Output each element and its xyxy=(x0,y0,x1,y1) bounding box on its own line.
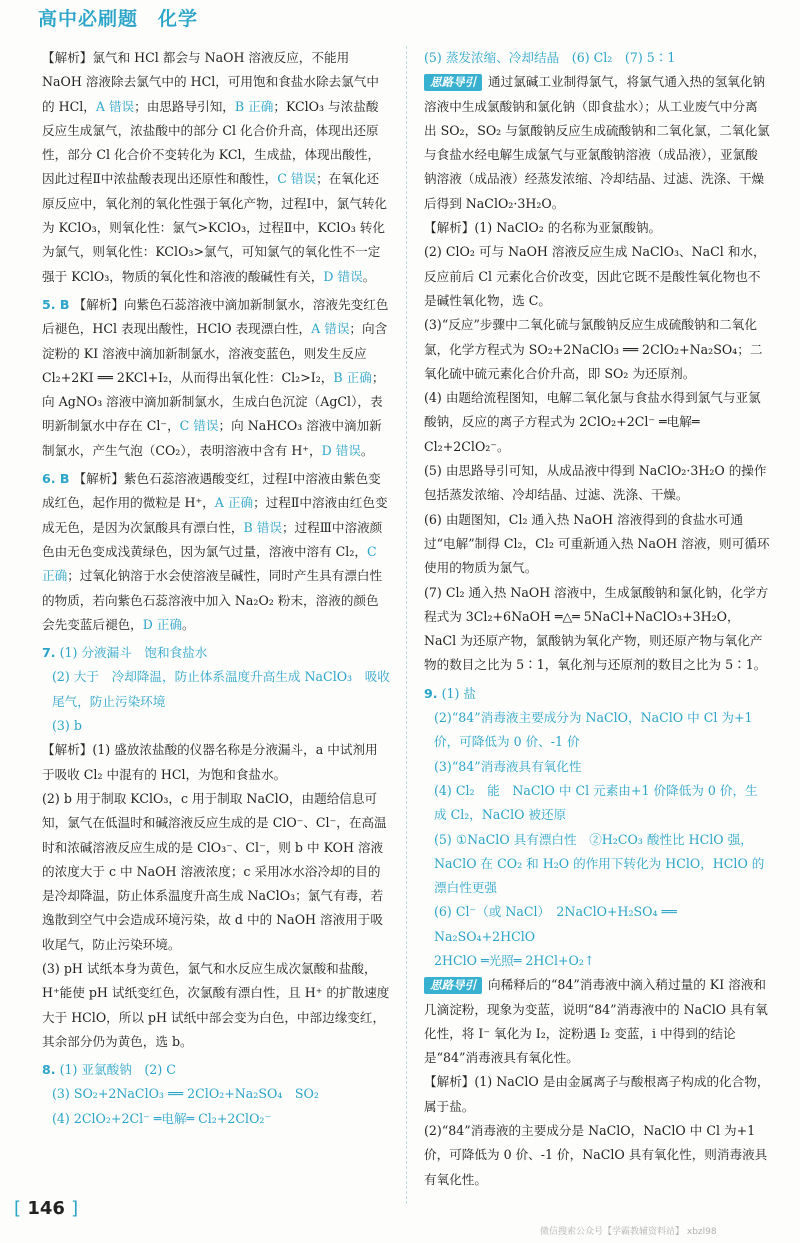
column-divider xyxy=(406,46,407,1204)
page-header: 高中必刷题 化学 xyxy=(38,8,199,30)
q7-analysis-2: (2) b 用于制取 KClO₃，c 用于制取 NaClO，由题给信息可知，氯气在低温时和碱溶液反应生成的是 ClO⁻、Cl⁻，在高温时和浓碱溶液反应生成的是 ClO₃⁻、Cl⁻，则 b 中 KOH 溶液的浓度大于 c 中 NaOH 溶液浓度；c 采用冰水浴冷却的目的是冷却降温，防止体系温度升高生成 NaClO₃；氯气有毒，若逸散到空气中会造成环境污染，故 d 中的 NaOH 溶液用于吸收尾气，防止污染环境。 xyxy=(42,790,387,952)
q5-analysis: 5. B 【解析】向紫色石蕊溶液中滴加新制氯水，溶液先变红色后褪色，HCl 表现出酸性，HClO 表现漂白性，A 错误；向含淀粉的 KI 溶液中滴加新制氯水，溶液变蓝色，则发生反应 Cl₂+2KI ══ 2KCl+I₂，从而得出氧化性：Cl₂>I₂，B 正确；向 AgNO₃ 溶液中滴加新制氯水，生成白色沉淀（AgCl），表明新制氯水中存在 Cl⁻，C 错误；向 NaHCO₃ 溶液中滴加新制氯水，产生气泡（CO₂），表明溶液中含有 H⁺，D 错误。 xyxy=(42,296,389,458)
right-column xyxy=(424,46,770,1192)
q8-analysis-4: (4) 由题给流程图知，电解二氧化氯与食盐水得到氯气与亚氯酸钠，反应的离子方程式为 2ClO₂+2Cl⁻ ═电解═ Cl₂+2ClO₂⁻。 xyxy=(424,390,761,454)
q9-answer-1: 9. (1) 盐 xyxy=(424,685,477,701)
thinking-guide-badge: 思路导引 xyxy=(424,74,482,91)
q8-answer-1: 8. (1) 亚氯酸钠 (2) C xyxy=(42,1062,176,1078)
q7-answer-1: 7. (1) 分液漏斗 饱和食盐水 xyxy=(42,645,208,661)
page-number: [ 146 ] xyxy=(14,1198,79,1219)
q7-analysis-1: 【解析】(1) 盛放浓盐酸的仪器名称是分液漏斗，a 中试剂用于吸收 Cl₂ 中混有的 HCl，为饱和食盐水。 xyxy=(42,742,378,782)
q9-answer-6b: 2HClO ═光照═ 2HCl+O₂↑ xyxy=(434,952,595,968)
q9-answer-5: (5) ①NaClO 具有漂白性 ②H₂CO₃ 酸性比 HClO 强，NaClO 在 CO₂ 和 H₂O 的作用下转化为 HClO，HClO 的漂白性更强 xyxy=(434,831,765,896)
q8-answer-5: (5) 蒸发浓缩、冷却结晶 (6) Cl₂ (7) 5∶1 xyxy=(424,50,676,65)
q8-thinking-guide: 思路导引 通过氯碱工业制得氯气，将氯气通入热的氢氧化钠溶液中生成氯酸钠和氯化钠（即食盐水）；从工业废气中分离出 SO₂，SO₂ 与氯酸钠反应生成硫酸钠和二氧化氯，二氧化氯与食盐水经电解生成氯气与亚氯酸钠溶液（成品液），亚氯酸钠溶液（成品液）经蒸发浓缩、冷却结晶、过滤、洗涤、干燥后得到 NaClO₂·3H₂O。 xyxy=(424,74,770,211)
q9-answer-4: (4) Cl₂ 能 NaClO 中 Cl 元素由+1 价降低为 0 价，生成 Cl₂，NaClO 被还原 xyxy=(434,782,758,823)
q9-answer-6: (6) Cl⁻（或 NaCl） 2NaClO+H₂SO₄ ══ Na₂SO₄+2HClO xyxy=(434,904,677,944)
watermark: 微信搜索公众号【学霸教辅资料站】 xbzl98 xyxy=(540,1227,717,1237)
q9-answer-3: (3)“84”消毒液具有氧化性 xyxy=(434,758,582,774)
q8-analysis-7: (7) Cl₂ 通入热 NaOH 溶液中，生成氯酸钠和氯化钠，化学方程式为 3Cl₂+6NaOH ═△═ 5NaCl+NaClO₃+3H₂O，NaCl 为还原产物，氯酸钠为氧化产物，则还原产物与氧化产物的数目之比为 5∶1，氧化剂与还原剂的数目之比为 5∶1。 xyxy=(424,584,769,673)
q7-analysis-3: (3) pH 试纸本身为黄色，氯气和水反应生成次氯酸和盐酸，H⁺能使 pH 试纸变红色，次氯酸有漂白性，且 H⁺ 的扩散速度大于 HClO，所以 pH 试纸中部会变为白色，中部边缘变红，其余部分仍为黄色，选 b。 xyxy=(42,960,390,1049)
q8-analysis-1: 【解析】(1) NaClO₂ 的名称为亚氯酸钠。 xyxy=(424,220,662,236)
q8-analysis-3: (3)“反应”步骤中二氧化硫与氯酸钠反应生成硫酸钠和二氧化氯，化学方程式为 SO₂+2NaClO₃ ══ 2ClO₂+Na₂SO₄；二氧化硫中硫元素化合价升高，即 SO₂ 为还原剂。 xyxy=(424,317,763,381)
q8-analysis-5: (5) 由思路导引可知，从成品液中得到 NaClO₂·3H₂O 的操作包括蒸发浓缩、冷却结晶、过滤、洗涤、干燥。 xyxy=(424,463,767,503)
thinking-guide-badge: 思路导引 xyxy=(424,977,482,994)
q8-answer-3: (3) SO₂+2NaClO₃ ══ 2ClO₂+Na₂SO₄ SO₂ xyxy=(52,1086,319,1102)
q8-answer-4: (4) 2ClO₂+2Cl⁻ ═电解═ Cl₂+2ClO₂⁻ xyxy=(52,1110,272,1126)
q4-analysis: 【解析】氯气和 HCl 都会与 NaOH 溶液反应，不能用 NaOH 溶液除去氯气中的 HCl，可用饱和食盐水除去氯气中的 HCl，A 错误；由思路导引知，B 正确；KClO₃ 与浓盐酸反应生成氯气，浓盐酸中的部分 Cl 化合价升高，体现出还原性，部分 Cl 化合价不变转化为 KCl，生成盐，体现出酸性，因此过程Ⅱ中浓盐酸表现出还原性和酸性，C 错误；在氧化还原反应中，氧化剂的氧化性强于氧化产物，过程Ⅰ中，氯气转化为 KClO₃，则氧化性：氯气>KClO₃，过程Ⅱ中，KClO₃ 转化为氯气，则氧化性：KClO₃>氯气，可知氯气的氧化性不一定强于 KClO₃，物质的氧化性和溶液的酸碱性有关，D 错误。 xyxy=(42,50,388,284)
q9-answer-2: (2)“84”消毒液主要成分为 NaClO，NaClO 中 Cl 为+1 价，可降低为 0 价、-1 价 xyxy=(434,710,753,750)
q7-answer-3: (3) b xyxy=(52,718,82,734)
q9-thinking-guide: 思路导引 向稀释后的“84”消毒液中滴入稍过量的 KI 溶液和几滴淀粉，现象为变蓝，说明“84”消毒液中的 NaClO 具有氧化性，将 I⁻ 氧化为 I₂，淀粉遇 I₂ 变蓝，i 中得到的结论是“84”消毒液具有氧化性。 xyxy=(424,977,768,1066)
q8-analysis-6: (6) 由题图知，Cl₂ 通入热 NaOH 溶液得到的食盐水可通过“电解”制得 Cl₂，Cl₂ 可重新通入热 NaOH 溶液，则可循环使用的物质为氯气。 xyxy=(424,511,770,576)
q6-analysis: 6. B 【解析】紫色石蕊溶液遇酸变红，过程Ⅰ中溶液由紫色变成红色，起作用的微粒是 H⁺，A 正确；过程Ⅱ中溶液由红色变成无色，是因为次氯酸具有漂白性，B 错误；过程Ⅲ中溶液颜色由无色变成浅黄绿色，因为氯气过量，溶液中溶有 Cl₂，C 正确；过氧化钠溶于水会使溶液呈碱性，同时产生具有漂白性的物质，若向紫色石蕊溶液中加入 Na₂O₂ 粉末，溶液的颜色会先变蓝后褪色，D 正确。 xyxy=(42,471,388,632)
left-column xyxy=(42,46,390,1131)
q9-analysis-1: 【解析】(1) NaClO 是由金属离子与酸根离子构成的化合物，属于盐。 xyxy=(424,1074,770,1114)
q7-answer-2: (2) 大于 冷却降温，防止体系温度升高生成 NaClO₃ 吸收尾气，防止污染环境 xyxy=(52,669,390,709)
q8-analysis-2: (2) ClO₂ 可与 NaOH 溶液反应生成 NaClO₃、NaCl 和水，反应前后 Cl 元素化合价改变，因此它既不是酸性氧化物也不是碱性氧化物，选 C。 xyxy=(424,244,766,308)
q9-analysis-2: (2)“84”消毒液的主要成分是 NaClO，NaClO 中 Cl 为+1 价，可降低为 0 价、-1 价，NaClO 具有氧化性，则消毒液具有氧化性。 xyxy=(424,1123,768,1187)
